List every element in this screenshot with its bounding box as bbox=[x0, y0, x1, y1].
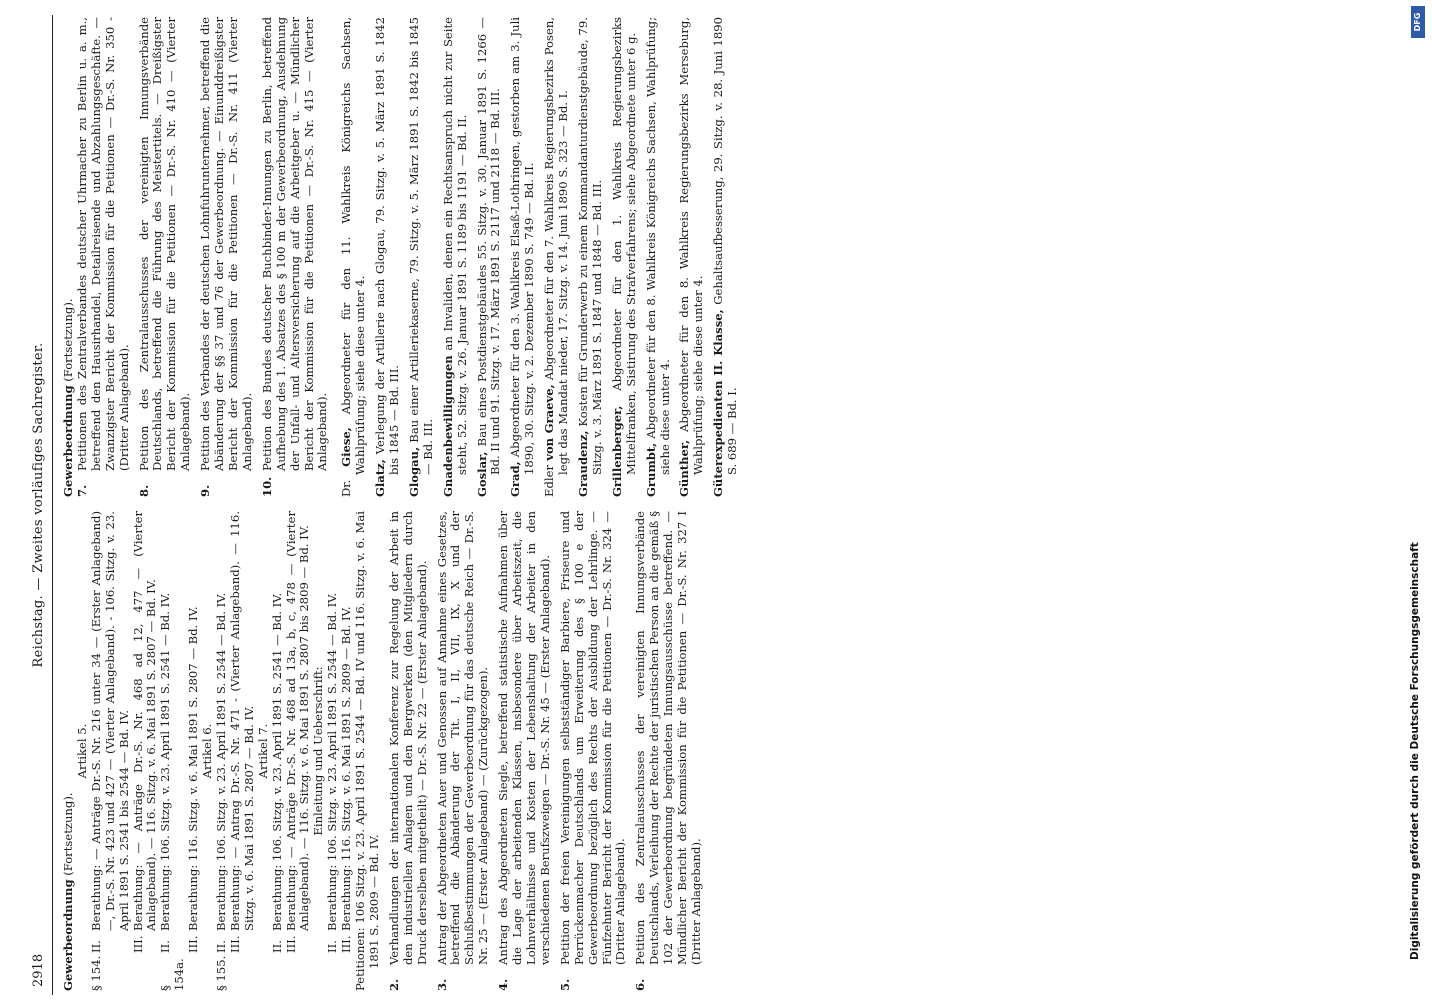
running-title: Reichstag. — Zweites vorläufiges Sachregister. bbox=[31, 342, 46, 668]
reading-text: Berathung: 116. Sitzg. v. 6. Mai 1891 S. 2809 — Bd. IV. bbox=[339, 606, 354, 931]
paragraph-entry bbox=[159, 511, 187, 991]
paragraph-entry bbox=[340, 511, 354, 991]
paragraph-number: § 155. bbox=[213, 955, 228, 991]
section-title: Gewerbeordnung bbox=[61, 385, 75, 497]
article-heading: Artikel 7. bbox=[255, 723, 270, 779]
entry-text: Abgeordneter für den 8. Wahlkreis Regierungsbezirks Merseburg, Wahlprüfung; siehe diese unter 4. bbox=[677, 16, 706, 475]
digitization-sidebar bbox=[1407, 20, 1425, 960]
item-text: Antrag der Abgeordneten Auer und Genossen auf Annahme eines Gesetzes, betreffend die Abänderung der Tit. I, II, VII, IX, X und der Schlußbestimmungen der Gewerbeordnung für das deutsche Reich — Dr.-S. Nr. 25 — (Erster Anlageband) — (Zurückgezogen). bbox=[434, 511, 491, 965]
index-entry bbox=[340, 17, 368, 497]
section-continued: (Fortsetzung). bbox=[61, 298, 75, 382]
item-number: 4. bbox=[496, 978, 511, 991]
numbered-item bbox=[497, 511, 553, 991]
left-column bbox=[62, 511, 704, 991]
index-entry bbox=[408, 17, 436, 497]
item-number: 3. bbox=[434, 978, 449, 991]
reading-number: III. bbox=[227, 935, 242, 953]
page-header bbox=[30, 15, 53, 995]
index-entry bbox=[543, 17, 571, 497]
entry-heading: von Graeve, bbox=[542, 384, 557, 461]
entry-heading: Günther, bbox=[677, 439, 692, 497]
item-number: 7. bbox=[74, 484, 89, 497]
item-text: Petition des Bundes deutscher Buchbinder-Innungen zu Berlin, betreffend Aufhebung des 1. Absatzes des § 100 m der Gewerbeordnung, Ausdehnung der Unfall- und Altersversicherung auf die Arbeitgeber u. — Mündlicher Bericht der Kommission für die Petitionen — Dr.-S. Nr. 415 — (Vierter Anlageband). bbox=[259, 17, 330, 471]
reading-text: Berathung: — Anträge Dr.-S. Nr. 468 ad 12, 477 — (Vierter Anlageband). — 116. Sitzg. v. 6. Mai 1891 S. 2807 — Bd. IV. bbox=[130, 511, 159, 931]
item-text: Antrag des Abgeordneten Siegle, betreffend statistische Aufnahmen über die Lage der arbeitenden Klassen, insbesondere über Arbeitszeit, die Lohnverhältnisse und Kosten der Lebenshaltung der Arbeiter in den verschiedenen Berufszweigen — Dr.-S. Nr. 45 — (Erster Anlageband). bbox=[496, 511, 552, 965]
numbered-item bbox=[261, 17, 331, 497]
section-heading bbox=[62, 511, 76, 991]
entry-text: Abgeordneter für den 8. Wahlkreis Königreichs Sachsen, Wahlprüfung; siehe diese unter 4. bbox=[643, 17, 672, 475]
section-heading bbox=[62, 17, 76, 497]
entry-prefix: Dr. bbox=[339, 479, 354, 497]
entry-heading: Gnadenbewilligungen bbox=[440, 355, 455, 497]
numbered-item bbox=[138, 17, 194, 497]
entry-heading: Glatz, bbox=[373, 459, 388, 497]
paragraph-entry bbox=[229, 511, 257, 991]
index-entry bbox=[374, 17, 402, 497]
entry-heading: Glogau, bbox=[406, 446, 421, 497]
index-entry bbox=[611, 17, 639, 497]
article-heading: Artikel 6. bbox=[200, 723, 215, 779]
reading-text: Berathung: 116. Sitzg. v. 6. Mai 1891 S. 2807 — Bd. IV. bbox=[186, 606, 201, 931]
reading-text: Berathung: — Anträge Dr.-S. Nr. 468 ad 13a, b, c, 478 — (Vierter Anlageband). — 116. Sitzg. v. 6. Mai 1891 S. 2807 bis 2809 — Bd. IV. bbox=[283, 511, 312, 931]
numbered-item bbox=[76, 17, 132, 497]
item-text: Petition des Verbandes der deutschen Lohnfuhrunternehmer, betreffend die Abänderung der §§ 37 und 76 der Gewerbeordnung. — Einunddreißigster Bericht der Kommission für die Petitionen — Dr.-S. Nr. 411 (Vierter Anlageband). bbox=[198, 17, 254, 471]
reading-number: III. bbox=[130, 935, 145, 953]
item-text: Petition der freien Vereinigungen selbstständiger Barbiere, Friseure und Perrückenmacher Deutschlands um Erweiterung des § 100 e der Gewerbeordnung bezüglich des Rechts der Ausbildung der Lehrlinge. — Fünfzehnter Bericht der Kommission für die Petitionen — Dr.-S. Nr. 324 — (Dritter Anlageband). bbox=[557, 511, 628, 965]
reading-number: II. bbox=[325, 940, 340, 953]
numbered-item bbox=[388, 511, 430, 991]
entry-heading: Goslar, bbox=[474, 451, 489, 497]
reading-text: Berathung: 106. Sitzg. v. 23. April 1891 S. 2544 — Bd. IV. bbox=[213, 592, 228, 931]
entry-text: Abgeordneter für den 1. Wahlkreis Regierungsbezirks Mittelfranken, Sistirung des Strafverfahrens; siehe Abgeordnete unter 6 g. bbox=[609, 17, 638, 475]
numbered-item bbox=[559, 511, 629, 991]
petitions-entry: Petitionen: 106 Sitzg. v. 23. April 1891 S. 2544 — Bd. IV und 116. Sitzg. v. 6. Mai 1891 S. 2809 — Bd. IV. bbox=[353, 511, 381, 991]
section-continued: (Fortsetzung). bbox=[61, 792, 75, 876]
entry-heading: Güterexpedienten II. Klasse, bbox=[711, 309, 726, 497]
entry-text: Abgeordneter für den 11. Wahlkreis Königreichs Sachsen, Wahlprüfung; siehe diese unter 4. bbox=[339, 16, 368, 475]
reading-number: III. bbox=[339, 935, 354, 953]
index-entry bbox=[712, 17, 740, 497]
paragraph-entry bbox=[187, 511, 201, 991]
reading-number: II. bbox=[213, 940, 228, 953]
numbered-item bbox=[199, 17, 255, 497]
rotated-page bbox=[30, 15, 1410, 995]
entry-heading: Grad, bbox=[508, 461, 523, 497]
entry-prefix: Edler bbox=[542, 465, 557, 497]
entry-heading: Grumbt, bbox=[643, 442, 658, 497]
paragraph-entry bbox=[132, 511, 160, 991]
entry-heading: Grillenberger, bbox=[609, 405, 624, 497]
subheading: Einleitung und Ueberschrift: bbox=[311, 666, 326, 836]
item-text: Petition des Zentralausschusses der vereinigten Innungsverbände Deutschlands, betreffend die Führung des Meistertitels. — Dreißigster Bericht der Kommission für die Petitionen — Dr.-S. Nr. 410 — (Vierter Anlageband). bbox=[136, 17, 193, 471]
paragraph-number: § 154. bbox=[88, 955, 103, 991]
item-number: 8. bbox=[136, 484, 151, 497]
paragraph-number: § 154a. bbox=[158, 958, 187, 991]
entry-text: Verlegung der Artillerie nach Glogau, 79. Sitzg. v. 5. März 1891 S. 1842 bis 1845 — Bd. III. bbox=[373, 17, 402, 475]
item-text: Petitionen des Zentralverbandes deutscher Uhrmacher zu Berlin u. a. m., betreffend den Hausirhandel, Detailreisende und Abzahlungsgeschäfte. — Zwanzigster Bericht der Kommission für die Petitionen — Dr.-S. Nr. 350 - (Dritter Anlageband). bbox=[74, 17, 131, 471]
index-entry bbox=[645, 17, 673, 497]
reading-number: II. bbox=[269, 940, 284, 953]
reading-number: II. bbox=[88, 940, 103, 953]
entry-text: Abgeordneter für den 7. Wahlkreis Regierungsbezirks Posen, legt das Mandat nieder, 17. Sitzg. v. 14. Juni 1890 S. 323 — Bd. I. bbox=[542, 16, 571, 475]
entry-text: Gehaltsaufbesserung, 29. Sitzg. v. 28. Juni 1890 S. 689 — Bd. I. bbox=[711, 16, 740, 475]
page-number: 2918 bbox=[31, 953, 46, 987]
dfg-logo: DFG bbox=[1411, 6, 1425, 38]
reading-number: III. bbox=[283, 935, 298, 953]
item-number: 10. bbox=[259, 476, 274, 497]
article-heading: Artikel 5. bbox=[74, 723, 89, 779]
right-column bbox=[62, 17, 740, 497]
reading-text: Berathung: 106. Sitzg. v. 23. April 1891 S. 2544 — Bd. IV. bbox=[325, 592, 340, 931]
entry-heading: Giese, bbox=[339, 427, 354, 467]
reading-number: III. bbox=[186, 935, 201, 953]
paragraph-entry bbox=[326, 511, 340, 991]
numbered-item bbox=[436, 511, 492, 991]
entry-text: an Invaliden, denen ein Rechtsanspruch nicht zur Seite steht, 52. Sitzg. v. 26. Januar 1891 S. 1189 bis 1191 — Bd. II. bbox=[440, 17, 469, 475]
entry-text: Kosten für Grunderwerb zu einem Kommandanturdienstgebäude, 79. Sitzg. v. 3. März 1891 S. 1847 und 1848 — Bd. III. bbox=[576, 17, 604, 475]
paragraph-entry bbox=[90, 511, 132, 991]
numbered-item bbox=[634, 511, 704, 991]
entry-text: Bau eines Postdienstgebäudes 55. Sitzg. v. 30. Januar 1891 S. 1266 — Bd. II und 91. Sitzg. v. 17. März 1891 S. 2117 und 2118 — Bd. III. bbox=[474, 17, 503, 475]
entry-heading: Graudenz, bbox=[576, 430, 590, 497]
index-entry bbox=[678, 17, 706, 497]
paragraph-entry bbox=[285, 511, 313, 991]
index-entry bbox=[442, 17, 470, 497]
reading-text: Berathung: — Anträge Dr.-S. Nr. 216 unter 34 — (Erster Anlageband) —, Dr.-S. Nr. 423 und 427 — (Vierter Anlageband). - 106. Sitzg. v. 23. April 1891 S. 2541 bis 2544 — Bd. IV. bbox=[88, 511, 131, 931]
reading-text: Berathung: — Antrag Dr.-S. Nr. 471 - (Vierter Anlageband). — 116. Sitzg. v. 6. Mai 1891 S. 2807 — Bd. IV. bbox=[227, 511, 256, 931]
index-entry bbox=[476, 17, 504, 497]
index-entry bbox=[509, 17, 537, 497]
digitization-note: Digitalisierung gefördert durch die Deutsche Forschungsgemeinschaft bbox=[1409, 542, 1421, 960]
entry-text: Bau einer Artilleriekaserne, 79. Sitzg. v. 5. März 1891 S. 1842 bis 1845 — Bd. III. bbox=[406, 17, 435, 475]
item-number: 2. bbox=[386, 978, 401, 991]
item-number: 9. bbox=[198, 484, 213, 497]
paragraph-entry bbox=[215, 511, 229, 991]
item-text: Verhandlungen der internationalen Konferenz zur Regelung der Arbeit in den industriellen Anlagen und den Bergwerken (den Mitgliedern durch Druck derselben mitgetheilt) — Dr.-S. Nr. 22 — (Erster Anlageband). bbox=[386, 511, 429, 965]
index-entry bbox=[577, 17, 605, 497]
entry-text: Abgeordneter für den 3. Wahlkreis Elsaß-Lothringen, gestorben am 3. Juli 1890, 30. Sitzg. v. 2. Dezember 1890 S. 749 — Bd. II. bbox=[508, 17, 537, 475]
reading-number: II. bbox=[158, 940, 173, 953]
reading-text: Berathung: 106. Sitzg. v. 23. April 1891 S. 2541 — Bd. IV. bbox=[269, 592, 284, 931]
paragraph-entry bbox=[271, 511, 285, 991]
section-title: Gewerbeordnung bbox=[61, 879, 75, 991]
item-number: 5. bbox=[557, 978, 572, 991]
item-text: Petition des Zentralausschusses der vereinigten Innungsverbände Deutschlands, Verleihung der Rechte der juristischen Person an die gemäß § 102 der Gewerbeordnung begründeten Innungsausschüsse betreffend. — Mündlicher Bericht der Kommission für die Petitionen — Dr.-S. Nr. 327 I (Dritter Anlageband). bbox=[633, 511, 703, 965]
reading-text: Berathung: 106. Sitzg. v. 23. April 1891 S. 2541 — Bd. IV. bbox=[158, 592, 173, 931]
item-number: 6. bbox=[633, 978, 648, 991]
